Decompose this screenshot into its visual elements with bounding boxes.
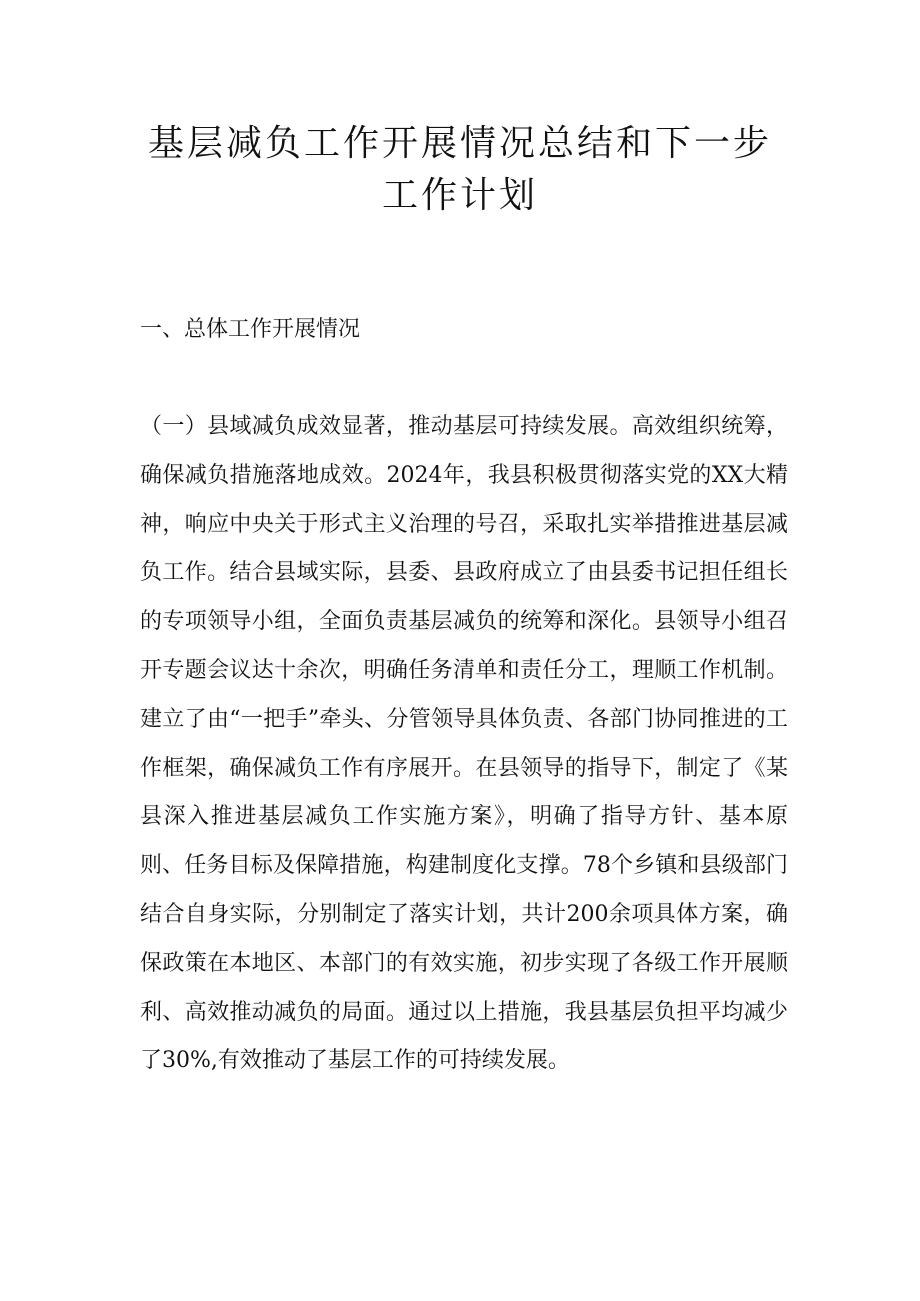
body-paragraph: （一）县域减负成效显著，推动基层可持续发展。高效组织统筹，确保减负措施落地成效。2024年，我县积极贯彻落实党的XX大精神，响应中央关于形式主义治理的号召，采取扎实举措推进基层减负工作。结合县域实际，县委、县政府成立了由县委书记担任组长的专项领导小组，全面负责基层减负的统筹和深化。县领导小组召开专题会议达十余次，明确任务清单和责任分工，理顺工作机制。建立了由“一把手”牵头、分管领导具体负责、各部门协同推进的工作框架，确保减负工作有序展开。在县领导的指导下，制定了《某县深入推进基层减负工作实施方案》，明确了指导方针、基本原则、任务目标及保障措施，构建制度化支撑。78个乡镇和县级部门结合自身实际，分别制定了落实计划，共计200余项具体方案，确保政策在本地区、本部门的有效实施，初步实现了各级工作开展顺利、高效推动减负的局面。通过以上措施，我县基层负担平均减少了30%,有效推动了基层工作的可持续发展。 <box>140 414 788 1074</box>
section-heading: 一、总体工作开展情况 <box>140 317 361 342</box>
document-title: 基层减负工作开展情况总结和下一步工作计划 <box>147 123 772 216</box>
